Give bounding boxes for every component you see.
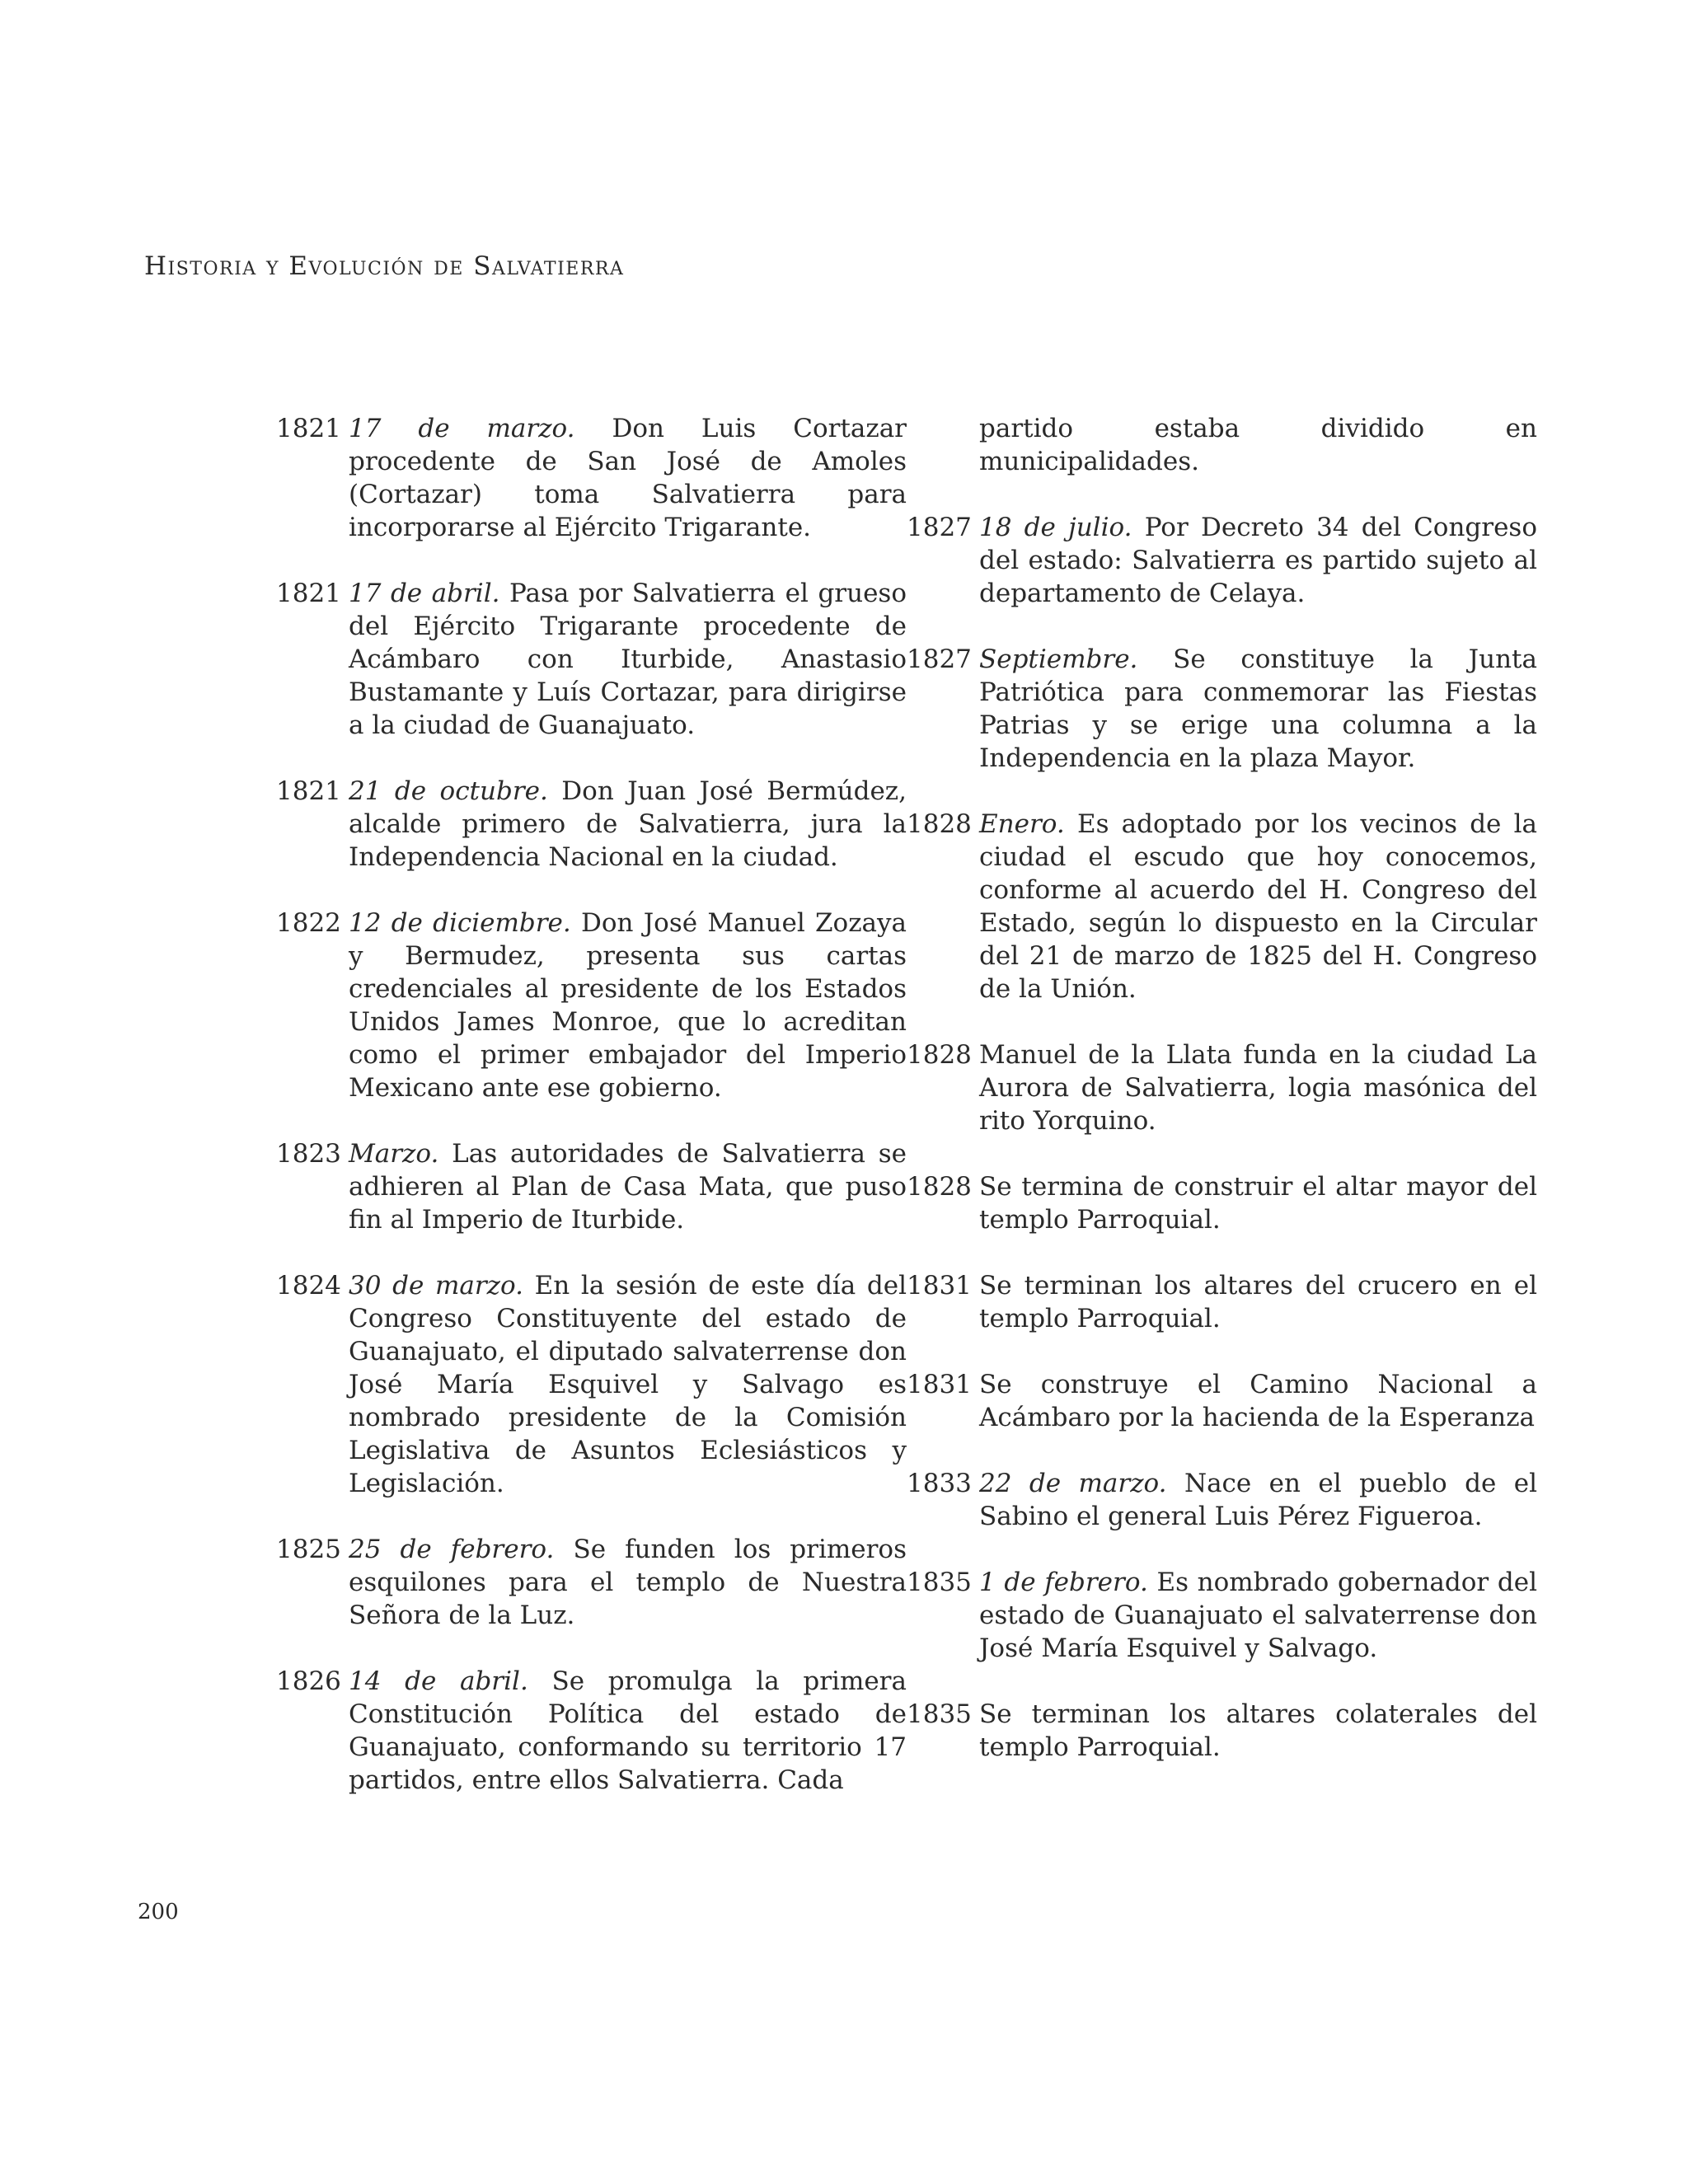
chronology-entry	[907, 1170, 1537, 1236]
entry-text: Don José Manuel Zozaya y Bermudez, presenta sus cartas credenciales al presidente de los Estados Unidos James Monroe, que lo acreditan como el primer embajador del Imperio Mexicano ante ese gobierno.	[349, 908, 907, 1103]
entry-year: 1833	[907, 1469, 972, 1498]
entry-body	[979, 643, 1537, 775]
entry-body	[349, 1533, 907, 1632]
running-head: Historia y Evolución de Salvatierra	[144, 251, 625, 281]
chronology-entry	[276, 1269, 907, 1500]
entry-date: 17 de marzo.	[349, 414, 575, 443]
entry-text: Es nombrado gobernador del estado de Guanajuato el salvaterrense don José María Esquivel y Salvago.	[979, 1568, 1537, 1663]
entry-text: Manuel de la Llata funda en la ciudad La Aurora de Salvatierra, logia masónica del rito Yorquino.	[979, 1040, 1537, 1136]
entry-text: Don Luis Cortazar procedente de San José de Amoles (Cortazar) toma Salvatierra para incorporarse al Ejército Trigarante.	[349, 414, 907, 542]
entry-text: En la sesión de este día del Congreso Constituyente del estado de Guanajuato, el diputado salvaterrense don José María Esquivel y Salvago es nombrado presidente de la Comisión Legislativa de Asuntos Eclesiásticos y Legislación.	[349, 1271, 907, 1498]
chronology-entry	[276, 412, 907, 544]
entry-date: 21 de octubre.	[349, 776, 548, 806]
chronology-entry	[276, 1137, 907, 1236]
entry-text: Nace en el pueblo de el Sabino el general Luis Pérez Figueroa.	[979, 1469, 1537, 1531]
entry-date: 12 de diciembre.	[349, 908, 571, 938]
entry-date: Enero.	[979, 809, 1065, 839]
entry-body	[349, 907, 907, 1104]
entry-year: 1821	[276, 414, 341, 443]
entry-text: Se terminan los altares colaterales del templo Parroquial.	[979, 1699, 1537, 1762]
entry-text: Se promulga la primera Constitución Política del estado de Guanajuato, conformando su territorio 17 partidos, entre ellos Salvatierra. Cada	[349, 1666, 907, 1795]
entry-text: Es adoptado por los vecinos de la ciudad el escudo que hoy conocemos, conforme al acuerdo del H. Congreso del Estado, según lo dispuesto en la Circular del 21 de marzo de 1825 del H. Congreso de la Unión.	[979, 809, 1537, 1004]
entry-date: 30 de marzo.	[349, 1271, 523, 1301]
entry-year: 1835	[907, 1568, 972, 1597]
entry-body	[979, 1467, 1537, 1533]
entry-body	[979, 1698, 1537, 1764]
entry-text: Por Decreto 34 del Congreso del estado: Salvatierra es partido sujeto al departamento de Celaya.	[979, 513, 1538, 608]
entry-body	[979, 1566, 1537, 1665]
chronology-entry	[276, 1533, 907, 1632]
entry-body	[979, 1368, 1537, 1434]
chronology-entry	[907, 1566, 1537, 1665]
entry-year: 1826	[276, 1666, 341, 1696]
chronology-entry	[907, 643, 1537, 775]
entry-date: 14 de abril.	[349, 1666, 528, 1696]
entry-year: 1827	[907, 513, 972, 542]
entry-year: 1824	[276, 1271, 341, 1301]
entry-year: 1823	[276, 1139, 341, 1169]
entry-date: 25 de febrero.	[349, 1535, 555, 1564]
entry-text: Don Juan José Bermúdez, alcalde primero de Salvatierra, jura la Independencia Nacional en la ciudad.	[349, 776, 907, 872]
chronology-entry	[907, 1368, 1537, 1434]
entry-year: 1831	[907, 1271, 972, 1301]
entry-date: 18 de julio.	[979, 513, 1132, 542]
page-number: 200	[138, 1900, 179, 1924]
entry-body	[979, 1038, 1537, 1137]
chronology-entry	[907, 808, 1537, 1005]
chronology-entry	[907, 1269, 1537, 1335]
chronology-entry	[907, 1038, 1537, 1137]
entry-body	[349, 1137, 907, 1236]
entry-body	[349, 1665, 907, 1797]
chronology-entry	[276, 907, 907, 1104]
entry-date: Marzo.	[349, 1139, 439, 1169]
entry-text: Se terminan los altares del crucero en el templo Parroquial.	[979, 1271, 1537, 1333]
entry-year: 1828	[907, 1040, 972, 1070]
entry-year: 1821	[276, 776, 341, 806]
left-column	[276, 412, 907, 1830]
entry-body	[979, 511, 1537, 610]
entry-text: Se funden los primeros esquilones para el templo de Nuestra Señora de la Luz.	[349, 1535, 907, 1630]
chronology-entry	[276, 577, 907, 742]
right-column	[907, 412, 1537, 1797]
entry-year: 1822	[276, 908, 341, 938]
entry-year: 1827	[907, 644, 972, 674]
entry-year: 1835	[907, 1699, 972, 1729]
chronology-entry	[907, 1698, 1537, 1764]
entry-body	[349, 412, 907, 544]
entry-text: Se construye el Camino Nacional a Acámbaro por la hacienda de la Esperanza	[979, 1370, 1537, 1432]
chronology-entry	[276, 775, 907, 874]
entry-text: Las autoridades de Salvatierra se adhieren al Plan de Casa Mata, que puso fin al Imperio de Iturbide.	[349, 1139, 907, 1235]
entry-body	[349, 577, 907, 742]
entry-year: 1831	[907, 1370, 972, 1399]
entry-year: 1828	[907, 809, 972, 839]
entry-continuation: partido estaba dividido en municipalidades.	[979, 414, 1537, 476]
entry-text: Se termina de construir el altar mayor del templo Parroquial.	[979, 1172, 1537, 1235]
entry-text: Pasa por Salvatierra el grueso del Ejército Trigarante procedente de Acámbaro con Iturbide, Anastasio Bustamante y Luís Cortazar, para dirigirse a la ciudad de Guanajuato.	[349, 579, 907, 740]
chronology-entry	[276, 1665, 907, 1797]
entry-text: Se constituye la Junta Patriótica para conmemorar las Fiestas Patrias y se erige una columna a la Independencia en la plaza Mayor.	[979, 644, 1537, 773]
entry-date: Septiembre.	[979, 644, 1138, 674]
entry-date: 1 de febrero.	[979, 1568, 1148, 1597]
entry-body	[979, 1269, 1537, 1335]
entry-year: 1825	[276, 1535, 341, 1564]
entry-body	[349, 775, 907, 874]
entry-body	[979, 1170, 1537, 1236]
entry-date: 17 de abril.	[349, 579, 500, 608]
entry-body	[349, 1269, 907, 1500]
chronology-entry	[907, 1467, 1537, 1533]
entry-year: 1828	[907, 1172, 972, 1202]
entry-body	[979, 808, 1537, 1005]
entry-date: 22 de marzo.	[979, 1469, 1167, 1498]
chronology-entry	[907, 511, 1537, 610]
entry-year: 1821	[276, 579, 341, 608]
